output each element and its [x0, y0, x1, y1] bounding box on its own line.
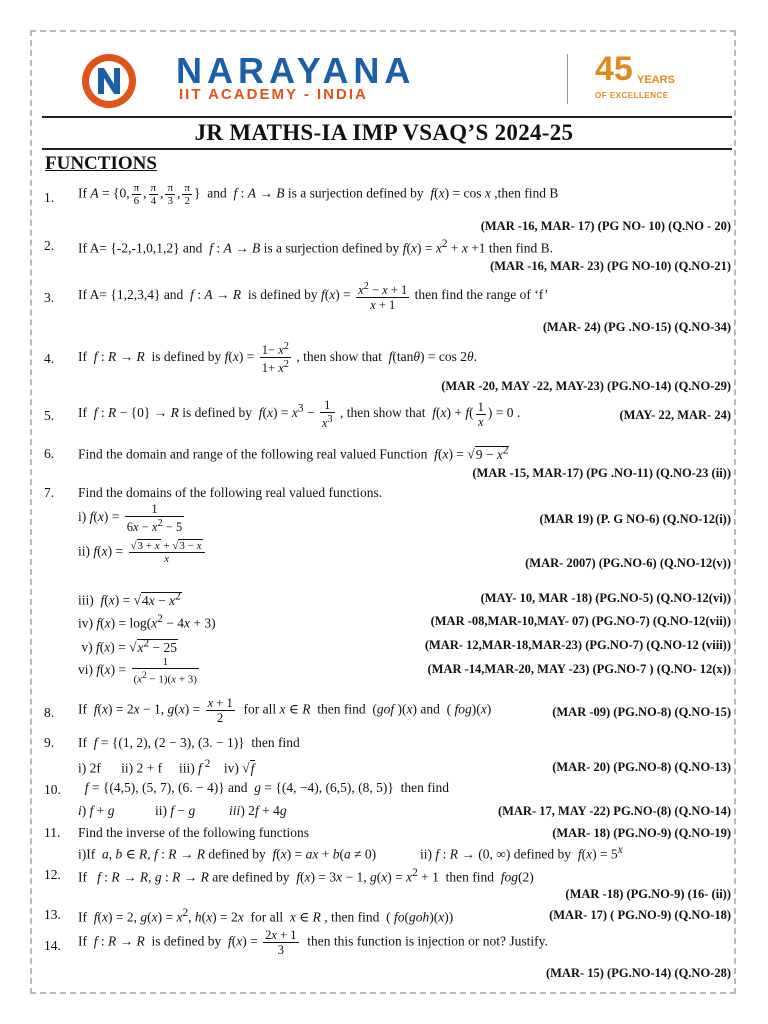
question-14-text: If f : R → R is defined by f(x) = $\frac{2x + 1}{3}$ then this function is injection or not? Justify. — [78, 928, 548, 957]
question-reference: (MAR -16, MAR- 17) (PG NO- 10) (Q.NO - 20) — [480, 219, 731, 233]
section-heading: FUNCTIONS — [45, 153, 157, 174]
question-reference: (MAR- 2007) (PG.NO-6) (Q.NO-12(v)) — [525, 556, 731, 570]
years-badge — [595, 52, 689, 108]
question-number: 2. — [44, 238, 55, 253]
question-number: 5. — [44, 408, 55, 423]
narayana-emblem-icon — [80, 52, 138, 110]
question-5-text: If f : R − {0} → R is defined by $f(x) = x^3$ − $\frac{1}{x^3}$ , then show that f(x) + f( $\frac{1}{x}$ ) = 0 . — [78, 398, 521, 431]
question-7-part-i: i) f(x) = $\frac{1}{6x - x^2 - 5}$ — [78, 502, 183, 535]
question-reference: (MAR- 17) ( PG.NO-9) (Q.NO-18) — [549, 908, 731, 922]
question-reference: (MAR- 12,MAR-18,MAR-23) (PG.NO-7) (Q.NO-12 (viii)) — [424, 638, 731, 652]
question-reference: (MAY- 10, MAR -18) (PG.NO-5) (Q.NO-12(vi)) — [480, 591, 731, 605]
question-9-text: If f = {(1, 2), (2 − 3), (3. − 1)} then find — [78, 735, 300, 750]
years-label: YEARS — [637, 74, 675, 86]
question-6-text: Find the domain and range of the following real valued Function $f(x) = √9 - x^2$ — [78, 444, 509, 462]
question-reference: (MAR 19) (P. G NO-6) (Q.NO-12(i)) — [539, 512, 731, 526]
question-number: 8. — [44, 705, 55, 720]
brand-name: NARAYANA — [176, 50, 416, 91]
document-title: JR MATHS-IA IMP VSAQ’S 2024-25 — [194, 120, 574, 145]
years-number: 45 — [595, 50, 633, 88]
brand-subtitle: IIT ACADEMY - INDIA — [179, 86, 368, 103]
question-reference: (MAR -16, MAR- 23) (PG NO-10) (Q.NO-21) — [490, 259, 731, 273]
question-number: 6. — [44, 446, 55, 461]
question-number: 14. — [44, 938, 61, 953]
title-rule — [42, 148, 732, 150]
question-reference: (MAR- 17, MAY -22) PG.NO-(8) (Q.NO-14) — [497, 804, 731, 818]
question-7-part-vi: vi) f(x) = $\frac{1}{(x^2 - 1)(x + 3)}$ — [78, 656, 197, 686]
question-2-text: If A= {-2,-1,0,1,2} and f : A → B is a surjection defined by $f(x) = x^2 + x +1$ then find B. — [78, 238, 554, 256]
question-11-text: Find the inverse of the following functions — [78, 825, 309, 840]
question-reference: (MAR -18) (PG.NO-9) (16- (ii)) — [565, 887, 731, 901]
question-7-part-v: v) $f(x) = √x^2 - 25$ — [81, 637, 178, 655]
question-reference: (MAR -15, MAR-17) (PG .NO-11) (Q.NO-23 (ii)) — [472, 466, 731, 480]
header-banner — [80, 48, 690, 112]
question-reference: (MAY- 22, MAR- 24) — [619, 408, 731, 422]
question-8-text: If f(x) = 2x − 1, g(x) = $\frac{x + 1}{2}$ for all x ∈ R then find (gof )(x) and ( fog)(x) — [78, 696, 492, 725]
question-reference: (MAR- 15) (PG.NO-14) (Q.NO-28) — [545, 966, 731, 980]
question-reference: (MAR -14,MAR-20, MAY -23) (PG.NO-7 ) (Q.NO- 12(x)) — [427, 662, 731, 676]
question-11-parts: i)If a, b ∈ R, f : R → R defined by f(x) = ax + b(a ≠ 0) ii) f : R → (0, ∞) defined by $f(x) = 5^x$ — [78, 844, 623, 862]
question-number: 11. — [44, 825, 61, 840]
question-reference: (MAR- 20) (PG.NO-8) (Q.NO-13) — [552, 760, 731, 774]
question-3-text: If A= {1,2,3,4} and f : A → R is defined by f(x) = $\frac{x^2 - x + 1}{x + 1}$ then find the range of ‘f’ — [78, 281, 549, 313]
excellence-label: OF EXCELLENCE — [595, 91, 669, 100]
question-number: 3. — [44, 290, 55, 305]
question-7-part-iv: iv) $f(x) = \log(x^2 - 4x + 3)$ — [78, 613, 216, 631]
question-13-text: If f(x) = 2, $g(x) = x^2$, h(x) = 2x for all x ∈ R , then find ( fo(goh)(x)) — [78, 907, 454, 925]
question-4-text: If f : R → R is defined by f(x) = $\frac{1- x^2}{1+ x^2}$ , then show that f(tanθ) = cos 2θ. — [78, 341, 478, 376]
question-number: 7. — [44, 485, 55, 500]
question-7-text: Find the domains of the following real valued functions. — [78, 485, 383, 500]
question-7-part-ii: ii) f(x) = $\frac{√3 + x + √3 - x}{x}$ — [78, 540, 730, 565]
question-number: 12. — [44, 867, 61, 882]
question-number: 4. — [44, 351, 55, 366]
question-number: 9. — [44, 735, 55, 750]
question-reference: (MAR -08,MAR-10,MAY- 07) (PG.NO-7) (Q.NO-12(vii)) — [430, 614, 731, 628]
question-10-parts: i) f + g ii) f − g iii) 2f + 4g — [78, 803, 287, 818]
question-reference: (MAR -09) (PG.NO-8) (Q.NO-15) — [552, 705, 731, 719]
question-9-parts: i) 2f ii) 2 + f iii) f $^2$ iv) √f — [78, 758, 255, 776]
question-number: 10. — [44, 782, 61, 797]
question-reference: (MAR- 18) (PG.NO-9) (Q.NO-19) — [552, 826, 731, 840]
question-12-text: If f : R → R, g : R → R are defined by f(x) = 3x − 1, $g(x) = x^2 + 1$ then find fog(2) — [78, 867, 534, 885]
question-1-text: If A = {0, $\frac{\pi}{6}$ , $\frac{\pi}{4}$ , $\frac{\pi}{3}$ , $\frac{\pi}{2}$ } and f : A → B is a surjection defined by f(x) = cos x ,then find B — [78, 182, 559, 207]
question-number: 13. — [44, 907, 61, 922]
question-reference: (MAR -20, MAY -22, MAY-23) (PG.NO-14) (Q.NO-29) — [441, 379, 731, 393]
question-reference: (MAR- 24) (PG .NO-15) (Q.NO-34) — [542, 320, 731, 334]
question-number: 1. — [44, 190, 55, 205]
header-divider — [567, 54, 568, 104]
header-rule — [42, 116, 732, 118]
question-7-part-iii: iii) $f(x) = √4x - x^2$ — [78, 590, 181, 608]
question-10-text: f = {(4,5), (5, 7), (6. − 4)} and g = {(4, −4), (6,5), (8, 5)} then find — [84, 780, 449, 795]
